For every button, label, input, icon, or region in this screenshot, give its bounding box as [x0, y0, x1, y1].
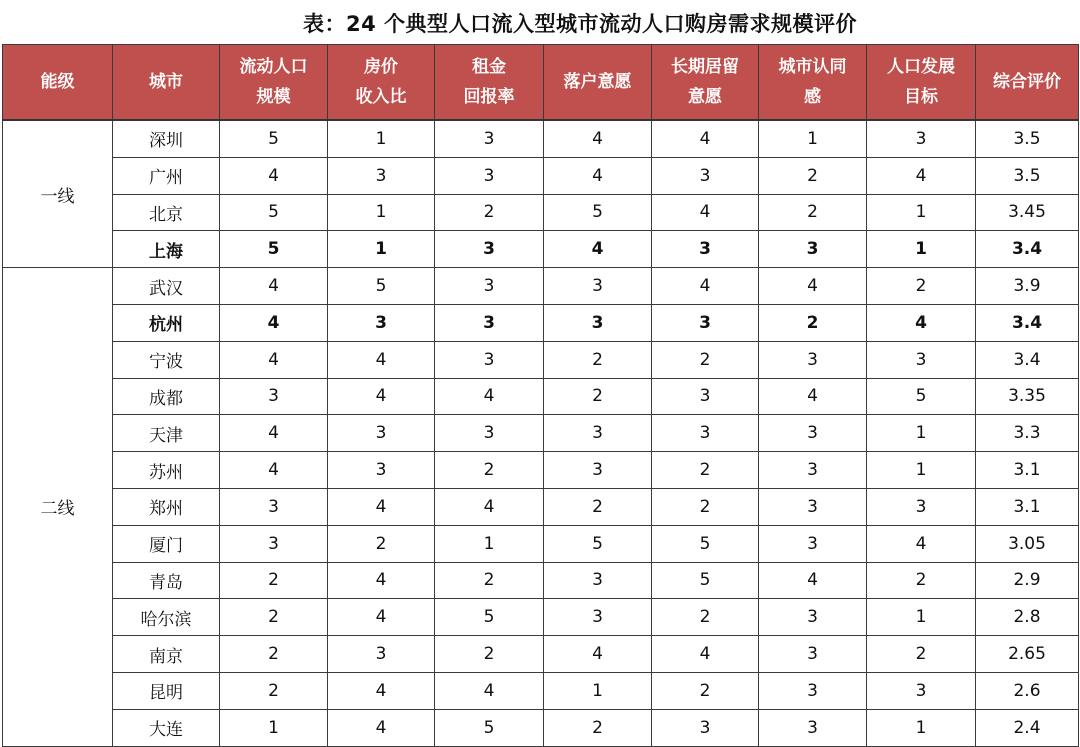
score-cell: 3: [867, 341, 976, 378]
score-cell: 3: [435, 268, 544, 305]
city-cell: 宁波: [113, 341, 220, 378]
city-cell: 郑州: [113, 488, 220, 525]
score-cell: 2: [652, 672, 759, 709]
score-cell: 4: [220, 304, 328, 341]
overall-score-cell: 3.5: [976, 120, 1079, 157]
score-cell: 1: [867, 599, 976, 636]
overall-score-cell: 3.4: [976, 231, 1079, 268]
score-cell: 3: [652, 231, 759, 268]
table-row: [3, 672, 1079, 709]
score-cell: 2: [759, 157, 867, 194]
score-cell: 4: [544, 636, 652, 673]
score-cell: 3: [544, 415, 652, 452]
score-cell: 3: [759, 525, 867, 562]
score-cell: 3: [328, 415, 435, 452]
city-cell: 北京: [113, 194, 220, 231]
score-cell: 2: [544, 341, 652, 378]
score-cell: 3: [759, 488, 867, 525]
column-header-line: 人口发展: [887, 57, 955, 77]
table-row: [3, 231, 1079, 268]
column-header-line: 能级: [40, 72, 75, 92]
score-cell: 1: [867, 231, 976, 268]
column-header-line: 感: [804, 87, 821, 107]
score-cell: 4: [544, 120, 652, 157]
overall-score-cell: 2.9: [976, 562, 1079, 599]
score-cell: 4: [435, 488, 544, 525]
score-cell: 4: [328, 562, 435, 599]
column-header-line: 意愿: [688, 87, 722, 107]
score-cell: 2: [435, 452, 544, 489]
score-cell: 2: [867, 268, 976, 305]
header-row: [3, 45, 1079, 121]
score-cell: 5: [328, 268, 435, 305]
overall-score-cell: 2.65: [976, 636, 1079, 673]
column-header-line: 流动人口: [239, 57, 308, 77]
city-cell: 青岛: [113, 562, 220, 599]
score-cell: 3: [328, 304, 435, 341]
overall-score-cell: 2.6: [976, 672, 1079, 709]
score-cell: 5: [435, 709, 544, 746]
score-cell: 2: [867, 636, 976, 673]
score-cell: 2: [220, 672, 328, 709]
score-cell: 3: [759, 415, 867, 452]
score-cell: 5: [220, 120, 328, 157]
city-cell: 哈尔滨: [113, 599, 220, 636]
city-cell: 成都: [113, 378, 220, 415]
score-cell: 4: [220, 341, 328, 378]
score-cell: 2: [544, 709, 652, 746]
tier-cell: 一线: [3, 120, 113, 268]
column-header: [3, 45, 113, 121]
score-cell: 3: [652, 709, 759, 746]
score-cell: 3: [328, 157, 435, 194]
column-header: [435, 45, 544, 121]
overall-score-cell: 3.1: [976, 488, 1079, 525]
score-cell: 3: [435, 231, 544, 268]
score-cell: 5: [220, 194, 328, 231]
score-cell: 4: [759, 268, 867, 305]
city-evaluation-table: [2, 44, 1079, 747]
score-cell: 3: [652, 304, 759, 341]
table-row: [3, 194, 1079, 231]
column-header-line: 落户意愿: [563, 72, 632, 92]
column-header: [759, 45, 867, 121]
score-cell: 4: [435, 378, 544, 415]
score-cell: 4: [544, 157, 652, 194]
score-cell: 3: [544, 304, 652, 341]
table-title: 表：24 个典型人口流入型城市流动人口购房需求规模评价: [302, 12, 858, 36]
column-header: [976, 45, 1079, 121]
table-body: [3, 120, 1079, 746]
score-cell: 3: [544, 268, 652, 305]
score-cell: 2: [220, 599, 328, 636]
city-cell: 大连: [113, 709, 220, 746]
city-cell: 天津: [113, 415, 220, 452]
city-cell: 武汉: [113, 268, 220, 305]
score-cell: 3: [652, 157, 759, 194]
score-cell: 1: [867, 194, 976, 231]
score-cell: 3: [652, 378, 759, 415]
overall-score-cell: 3.3: [976, 415, 1079, 452]
table-row: [3, 378, 1079, 415]
overall-score-cell: 2.4: [976, 709, 1079, 746]
score-cell: 3: [544, 599, 652, 636]
column-header: [220, 45, 328, 121]
score-cell: 2: [220, 562, 328, 599]
city-cell: 杭州: [113, 304, 220, 341]
table-row: [3, 488, 1079, 525]
score-cell: 3: [220, 525, 328, 562]
score-cell: 1: [544, 672, 652, 709]
overall-score-cell: 3.05: [976, 525, 1079, 562]
score-cell: 4: [435, 672, 544, 709]
score-cell: 3: [759, 672, 867, 709]
score-cell: 3: [435, 157, 544, 194]
score-cell: 2: [652, 341, 759, 378]
overall-score-cell: 3.5: [976, 157, 1079, 194]
score-cell: 4: [652, 268, 759, 305]
table-row: [3, 636, 1079, 673]
overall-score-cell: 3.45: [976, 194, 1079, 231]
score-cell: 3: [867, 120, 976, 157]
column-header: [113, 45, 220, 121]
score-cell: 5: [220, 231, 328, 268]
score-cell: 1: [328, 120, 435, 157]
score-cell: 3: [867, 488, 976, 525]
score-cell: 4: [220, 452, 328, 489]
score-cell: 3: [544, 452, 652, 489]
score-cell: 2: [652, 452, 759, 489]
score-cell: 3: [435, 304, 544, 341]
table-row: [3, 157, 1079, 194]
score-cell: 5: [435, 599, 544, 636]
score-cell: 4: [759, 562, 867, 599]
column-header-line: 规模: [256, 87, 291, 107]
column-header: [328, 45, 435, 121]
overall-score-cell: 3.9: [976, 268, 1079, 305]
score-cell: 4: [652, 636, 759, 673]
column-header-line: 长期居留: [671, 57, 739, 77]
table-row: [3, 120, 1079, 157]
overall-score-cell: 2.8: [976, 599, 1079, 636]
table-row: [3, 709, 1079, 746]
column-header-line: 城市: [149, 72, 183, 92]
score-cell: 3: [220, 378, 328, 415]
score-cell: 3: [544, 562, 652, 599]
score-cell: 5: [652, 525, 759, 562]
city-cell: 深圳: [113, 120, 220, 157]
column-header: [867, 45, 976, 121]
table-row: [3, 304, 1079, 341]
score-cell: 1: [435, 525, 544, 562]
score-cell: 2: [544, 488, 652, 525]
score-cell: 3: [435, 415, 544, 452]
score-cell: 4: [867, 157, 976, 194]
score-cell: 1: [328, 194, 435, 231]
overall-score-cell: 3.1: [976, 452, 1079, 489]
city-cell: 上海: [113, 231, 220, 268]
column-header-line: 收入比: [355, 87, 407, 107]
score-cell: 3: [759, 636, 867, 673]
score-cell: 3: [867, 672, 976, 709]
overall-score-cell: 3.4: [976, 304, 1079, 341]
score-cell: 1: [759, 120, 867, 157]
score-cell: 4: [867, 304, 976, 341]
score-cell: 4: [328, 599, 435, 636]
column-header: [652, 45, 759, 121]
overall-score-cell: 3.35: [976, 378, 1079, 415]
score-cell: 3: [435, 120, 544, 157]
score-cell: 4: [544, 231, 652, 268]
city-cell: 南京: [113, 636, 220, 673]
score-cell: 4: [867, 525, 976, 562]
table-row: [3, 341, 1079, 378]
column-header-line: 目标: [904, 87, 938, 107]
score-cell: 2: [435, 562, 544, 599]
city-cell: 厦门: [113, 525, 220, 562]
score-cell: 4: [328, 672, 435, 709]
score-cell: 4: [759, 378, 867, 415]
score-cell: 4: [328, 488, 435, 525]
score-cell: 4: [220, 268, 328, 305]
score-cell: 5: [544, 194, 652, 231]
score-cell: 1: [220, 709, 328, 746]
column-header-line: 综合评价: [993, 72, 1061, 92]
score-cell: 4: [220, 415, 328, 452]
score-cell: 3: [652, 415, 759, 452]
table-row: [3, 415, 1079, 452]
score-cell: 3: [220, 488, 328, 525]
table-row: [3, 268, 1079, 305]
score-cell: 2: [544, 378, 652, 415]
tier-cell: 二线: [3, 268, 113, 746]
score-cell: 3: [759, 709, 867, 746]
score-cell: 3: [759, 341, 867, 378]
column-header-line: 城市认同: [778, 57, 847, 77]
score-cell: 5: [544, 525, 652, 562]
score-cell: 2: [759, 194, 867, 231]
score-cell: 1: [328, 231, 435, 268]
table-row: [3, 452, 1079, 489]
column-header-line: 回报率: [463, 87, 515, 107]
score-cell: 5: [867, 378, 976, 415]
score-cell: 2: [867, 562, 976, 599]
score-cell: 2: [435, 636, 544, 673]
score-cell: 4: [220, 157, 328, 194]
score-cell: 4: [652, 194, 759, 231]
table-row: [3, 562, 1079, 599]
score-cell: 2: [328, 525, 435, 562]
score-cell: 1: [867, 709, 976, 746]
score-cell: 3: [328, 452, 435, 489]
column-header: [544, 45, 652, 121]
score-cell: 1: [867, 452, 976, 489]
table-row: [3, 599, 1079, 636]
score-cell: 2: [652, 599, 759, 636]
score-cell: 4: [652, 120, 759, 157]
score-cell: 4: [328, 378, 435, 415]
score-cell: 3: [759, 452, 867, 489]
city-cell: 广州: [113, 157, 220, 194]
score-cell: 1: [867, 415, 976, 452]
column-header-line: 租金: [472, 57, 506, 77]
table-row: [3, 525, 1079, 562]
overall-score-cell: 3.4: [976, 341, 1079, 378]
score-cell: 3: [435, 341, 544, 378]
score-cell: 4: [328, 341, 435, 378]
city-cell: 苏州: [113, 452, 220, 489]
score-cell: 5: [652, 562, 759, 599]
score-cell: 3: [328, 636, 435, 673]
score-cell: 4: [328, 709, 435, 746]
city-cell: 昆明: [113, 672, 220, 709]
score-cell: 3: [759, 231, 867, 268]
score-cell: 2: [220, 636, 328, 673]
score-cell: 2: [652, 488, 759, 525]
score-cell: 3: [759, 599, 867, 636]
score-cell: 2: [759, 304, 867, 341]
column-header-line: 房价: [364, 57, 398, 77]
score-cell: 2: [435, 194, 544, 231]
